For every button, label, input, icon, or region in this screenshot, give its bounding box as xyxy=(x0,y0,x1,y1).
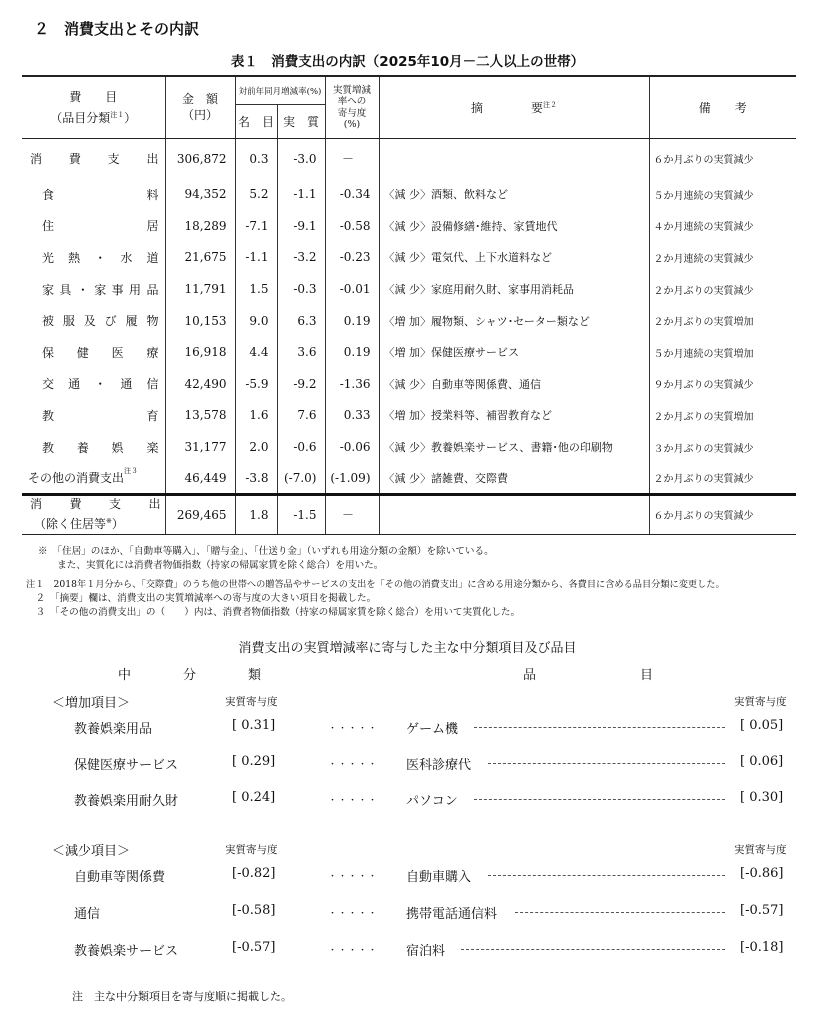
row-name: 光 熱 ・ 水 道 xyxy=(42,250,159,265)
expenditure-table xyxy=(22,75,796,535)
row-amount: 13,578 xyxy=(165,400,235,432)
row-nominal: 9.0 xyxy=(235,305,277,337)
row-contrib: 0.33 xyxy=(325,400,379,432)
row-amount: 31,177 xyxy=(165,431,235,463)
contrib-label: 実質寄与度 xyxy=(734,696,787,708)
row-summary: 〈減 少〉設備修繕･維持、家賃地代 xyxy=(379,210,649,242)
header-nominal: 名 目 xyxy=(235,104,277,138)
table-row xyxy=(22,139,796,179)
row-name: その他の消費支出$^{注3}$ xyxy=(28,467,139,486)
row-name: 食 料 xyxy=(42,187,159,202)
table-row xyxy=(22,273,796,305)
contrib-dots: ・・・・・ xyxy=(328,909,379,919)
contrib-dots: ・・・・・ xyxy=(328,796,379,806)
leader-line xyxy=(474,727,725,728)
footnote: 注１ 2018年１月分から、「交際費」のうち他の世帯への贈答品やサービスの支出を「その他の消費支出」に含める用途分類から、各費目に含める品目分類に変更した。 xyxy=(26,579,725,590)
row-amount: 21,675 xyxy=(165,242,235,274)
row-nominal: 4.4 xyxy=(235,336,277,368)
footnote: ３ 「その他の消費支出」の（ ）内は、消費者物価指数（持家の帰属家賃を除く総合）を用いて実質化した。 xyxy=(26,607,521,618)
row-name: 被 服 及 び 履 物 xyxy=(42,314,159,329)
contrib-item-value: [ 0.30] xyxy=(740,790,784,805)
contrib-dots: ・・・・・ xyxy=(328,946,379,956)
contrib-middle-name: 通信 xyxy=(74,907,101,922)
row-contrib: 0.19 xyxy=(325,336,379,368)
section-title: ２ 消費支出とその内訳 xyxy=(34,20,200,38)
table-row xyxy=(22,463,796,495)
contrib-middle-value: [ 0.31] xyxy=(232,718,276,733)
table-title: 表１ 消費支出の内訳（2025年10月－二人以上の世帯） xyxy=(230,54,585,70)
header-amount: 金 額 （円） xyxy=(165,76,235,138)
contrib-item-value: [-0.18] xyxy=(740,940,784,955)
row-remark: ３か月ぶりの実質減少 xyxy=(649,431,796,463)
row-remark: ２か月連続の実質減少 xyxy=(649,242,796,274)
row-remark: ２か月ぶりの実質減少 xyxy=(649,463,796,495)
row-name: 消 費 支 出 xyxy=(30,152,159,167)
row-amount: 18,289 xyxy=(165,210,235,242)
contrib-item-value: [-0.86] xyxy=(740,866,784,881)
table-row xyxy=(22,400,796,432)
row-nominal: 1.5 xyxy=(235,273,277,305)
increase-label: ＜増加項目＞ xyxy=(52,696,131,711)
row-nominal: 5.2 xyxy=(235,179,277,211)
footnote: ２ 「摘要」欄は、消費支出の実質増減率への寄与度の大きい項目を掲載した。 xyxy=(26,593,377,604)
leader-line xyxy=(515,912,726,913)
row-remark: ２か月ぶりの実質増加 xyxy=(649,305,796,337)
row-contrib: － xyxy=(325,139,379,179)
header-rate: 対前年同月増減率(%) xyxy=(235,76,325,104)
row-name: 教 養 娯 楽 xyxy=(42,440,159,455)
row-remark: ５か月連続の実質増加 xyxy=(649,336,796,368)
row-remark: ２か月ぶりの実質増加 xyxy=(649,400,796,432)
header-summary: 摘 要$^{注2}$ xyxy=(379,76,649,138)
row-real: -0.3 xyxy=(277,273,325,305)
contrib-middle-name: 教養娯楽用耐久財 xyxy=(74,794,179,809)
row-summary: 〈減 少〉自動車等関係費、通信 xyxy=(379,368,649,400)
row-real: -9.2 xyxy=(277,368,325,400)
header-remarks: 備 考 xyxy=(649,76,796,138)
row-amount: 11,791 xyxy=(165,273,235,305)
contrib-middle-value: [-0.58] xyxy=(232,903,276,918)
row-real: 7.6 xyxy=(277,400,325,432)
contrib-label: 実質寄与度 xyxy=(734,844,787,856)
contrib-dots: ・・・・・ xyxy=(328,724,379,734)
row-nominal: 2.0 xyxy=(235,431,277,463)
row-summary: 〈減 少〉諸雑費、交際費 xyxy=(379,463,649,495)
contrib-note: 注 主な中分類項目を寄与度順に掲載した。 xyxy=(72,990,292,1003)
row-nominal: -7.1 xyxy=(235,210,277,242)
contrib-item-name: 宿泊料 xyxy=(406,944,446,959)
contrib-middle-value: [-0.82] xyxy=(232,866,276,881)
row-remark: ２か月ぶりの実質減少 xyxy=(649,273,796,305)
contrib-dots: ・・・・・ xyxy=(328,872,379,882)
row-remark: ５か月連続の実質減少 xyxy=(649,179,796,211)
table-row xyxy=(22,336,796,368)
contrib-item-name: 自動車購入 xyxy=(406,870,472,885)
table-row xyxy=(22,179,796,211)
row-real: -3.2 xyxy=(277,242,325,274)
contrib-middle-value: [ 0.24] xyxy=(232,790,276,805)
row-nominal: 0.3 xyxy=(235,139,277,179)
row-contrib: (-1.09) xyxy=(325,463,379,495)
row-summary: 〈減 少〉酒類、飲料など xyxy=(379,179,649,211)
contrib-item-name: 携帯電話通信料 xyxy=(406,907,498,922)
contrib-item-value: [-0.57] xyxy=(740,903,784,918)
table-row xyxy=(22,242,796,274)
row-contrib: -0.34 xyxy=(325,179,379,211)
table-row xyxy=(22,368,796,400)
row-real: (-7.0) xyxy=(277,463,325,495)
contrib-item-name: 医科診療代 xyxy=(406,758,472,773)
contrib-label: 実質寄与度 xyxy=(225,696,278,708)
row-amount: 16,918 xyxy=(165,336,235,368)
contrib-dots: ・・・・・ xyxy=(328,760,379,770)
contrib-item-name: ゲーム機 xyxy=(406,722,459,737)
row-amount: 306,872 xyxy=(165,139,235,179)
row-name: 保 健 医 療 xyxy=(42,345,159,360)
row-summary: 〈増 加〉保健医療サービス xyxy=(379,336,649,368)
row-contrib: -0.23 xyxy=(325,242,379,274)
contrib-col-middle: 中 分 類 xyxy=(118,668,262,683)
decrease-label: ＜減少項目＞ xyxy=(52,844,131,859)
row-remark: ９か月ぶりの実質減少 xyxy=(649,368,796,400)
row-contrib: -0.58 xyxy=(325,210,379,242)
row-contrib: -0.01 xyxy=(325,273,379,305)
row-contrib: 0.19 xyxy=(325,305,379,337)
row-real: -1.1 xyxy=(277,179,325,211)
row-remark: ６か月ぶりの実質減少 xyxy=(649,139,796,179)
contrib-middle-name: 保健医療サービス xyxy=(74,758,179,773)
footnote: ※ 「住居」のほか、「自動車等購入」、「贈与金」、「仕送り金」（いずれも用途分類の金額）を除いている。 xyxy=(38,546,494,557)
contrib-middle-value: [ 0.29] xyxy=(232,754,276,769)
row-amount: 46,449 xyxy=(165,463,235,495)
row-summary: 〈増 加〉履物類、シャツ･セーター類など xyxy=(379,305,649,337)
row-real: -0.6 xyxy=(277,431,325,463)
row-summary: 〈減 少〉教養娯楽サービス、書籍･他の印刷物 xyxy=(379,431,649,463)
row-nominal: 1.6 xyxy=(235,400,277,432)
leader-line xyxy=(488,875,726,876)
contrib-middle-name: 教養娯楽サービス xyxy=(74,944,179,959)
table-row-excl-housing: 消 費 支 出 （除く住居等※） 269,465 1.8 -1.5 － ６か月ぶりの実質減少 xyxy=(22,494,796,534)
contrib-item-name: パソコン xyxy=(406,794,458,809)
row-summary: 〈減 少〉電気代、上下水道料など xyxy=(379,242,649,274)
row-amount: 94,352 xyxy=(165,179,235,211)
leader-line xyxy=(488,763,726,764)
row-remark: ４か月連続の実質減少 xyxy=(649,210,796,242)
header-item: 費 目 （品目分類$^{注1}$） xyxy=(22,76,165,138)
row-real: -9.1 xyxy=(277,210,325,242)
row-contrib: -0.06 xyxy=(325,431,379,463)
contrib-col-item: 品 目 xyxy=(523,668,654,683)
row-name: 住 居 xyxy=(42,219,159,234)
contrib-item-value: [ 0.06] xyxy=(740,754,784,769)
row-nominal: -5.9 xyxy=(235,368,277,400)
row-name: 家 具 ・ 家 事 用 品 xyxy=(42,282,159,297)
row-contrib: -1.36 xyxy=(325,368,379,400)
row-name: 教 育 xyxy=(42,408,159,423)
row-amount: 42,490 xyxy=(165,368,235,400)
contrib-title: 消費支出の実質増減率に寄与した主な中分類項目及び品目 xyxy=(238,641,577,656)
row-summary xyxy=(379,139,649,179)
contrib-middle-name: 教養娯楽用品 xyxy=(74,722,153,737)
header-contrib: 実質増減 率への 寄与度 (%) xyxy=(325,76,379,138)
row-summary: 〈増 加〉授業料等、補習教育など xyxy=(379,400,649,432)
row-nominal: -3.8 xyxy=(235,463,277,495)
row-real: 3.6 xyxy=(277,336,325,368)
contrib-middle-value: [-0.57] xyxy=(232,940,276,955)
row-summary: 〈減 少〉家庭用耐久財、家事用消耗品 xyxy=(379,273,649,305)
row-nominal: -1.1 xyxy=(235,242,277,274)
leader-line xyxy=(474,799,725,800)
footnote: また、実質化には消費者物価指数（持家の帰属家賃を除く総合）を用いた。 xyxy=(38,560,384,571)
contrib-middle-name: 自動車等関係費 xyxy=(74,870,166,885)
row-real: -3.0 xyxy=(277,139,325,179)
table-row xyxy=(22,431,796,463)
table-row xyxy=(22,305,796,337)
contrib-item-value: [ 0.05] xyxy=(740,718,784,733)
row-real: 6.3 xyxy=(277,305,325,337)
table-row xyxy=(22,210,796,242)
row-name: 交 通 ・ 通 信 xyxy=(42,377,159,392)
leader-line xyxy=(461,949,726,950)
header-real: 実 質 xyxy=(277,104,325,138)
contrib-label: 実質寄与度 xyxy=(225,844,278,856)
row-amount: 10,153 xyxy=(165,305,235,337)
